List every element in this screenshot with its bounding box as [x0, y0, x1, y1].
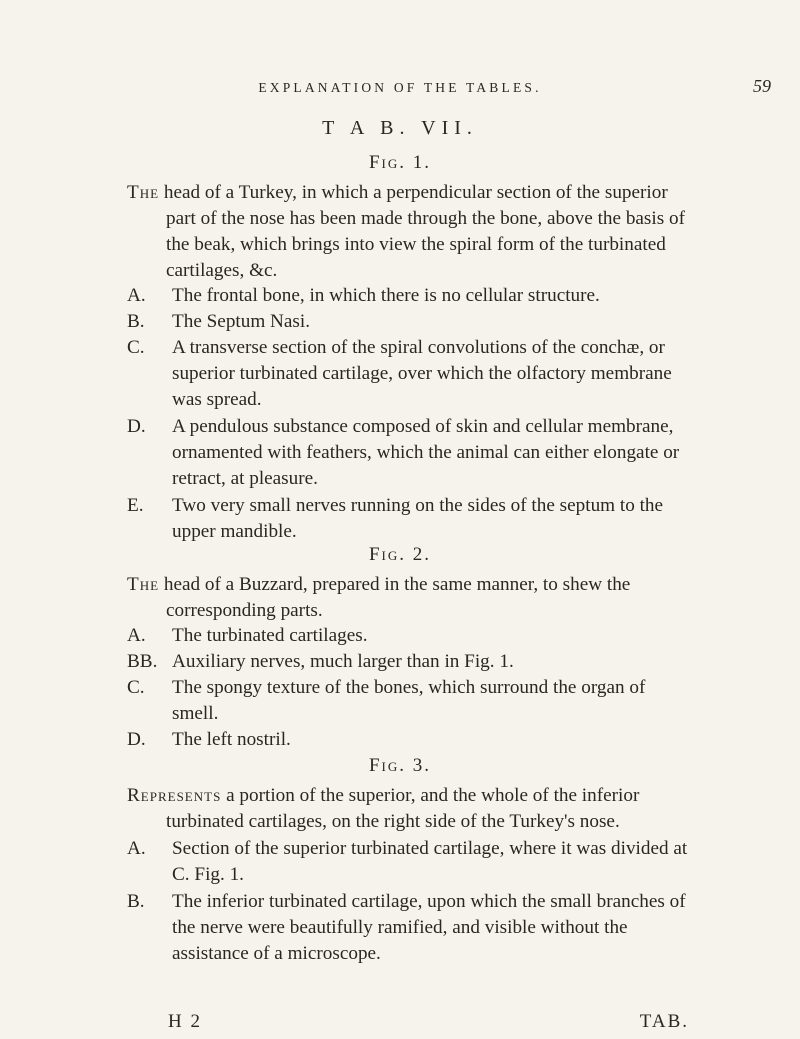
- fig1-intro-lead: The: [127, 182, 160, 203]
- item-text: Auxiliary nerves, much larger than in Fig. 1.: [172, 651, 514, 672]
- item-text: Two very small nerves running on the sides of the septum to the upper mandible.: [172, 495, 664, 542]
- item-label: BB.: [127, 651, 158, 672]
- item-text: A transverse section of the spiral convolutions of the conchæ, or superior turbinated cartilage, over which the olfactory membrane was spread.: [172, 337, 672, 410]
- item-text: The Septum Nasi.: [172, 311, 311, 332]
- fig3-item-a: [127, 836, 694, 888]
- signature-mark: H 2: [168, 1011, 202, 1032]
- fig1-intro-text: head of a Turkey, in which a perpendicular section of the superior part of the nose has been made through the bone, above the basis of the beak, which brings into view the spiral form of the turbinated cartilages, &c.: [163, 182, 685, 281]
- item-text: The inferior turbinated cartilage, upon which the small branches of the nerve were beautifully ramified, and visible without the assistance of a microscope.: [172, 891, 686, 964]
- plate-title: T A B. VII.: [322, 117, 478, 139]
- item-label: A.: [127, 285, 146, 306]
- item-label: A.: [127, 838, 146, 859]
- item-text: The frontal bone, in which there is no cellular structure.: [172, 285, 600, 306]
- item-label: A.: [127, 625, 146, 646]
- item-label: B.: [127, 311, 145, 332]
- catchword: TAB.: [639, 1011, 689, 1032]
- item-label: C.: [127, 677, 145, 698]
- fig1-item-d: [127, 414, 694, 492]
- fig1-item-b: [127, 309, 694, 335]
- fig3-intro: [127, 783, 694, 835]
- fig2-intro: [127, 572, 694, 624]
- fig2-item-c: [127, 675, 694, 727]
- fig2-intro-lead: The: [127, 574, 160, 595]
- item-text: The spongy texture of the bones, which surround the organ of smell.: [172, 677, 646, 724]
- fig2-item-a: [127, 623, 694, 649]
- item-label: D.: [127, 729, 146, 750]
- fig2-item-d: [127, 727, 694, 753]
- item-text: Section of the superior turbinated cartilage, where it was divided at C. Fig. 1.: [172, 838, 688, 885]
- item-text: The turbinated cartilages.: [172, 625, 368, 646]
- fig1-item-a: [127, 283, 694, 309]
- fig3-intro-text: a portion of the superior, and the whole of the inferior turbinated cartilages, on the right side of the Turkey's nose.: [166, 785, 640, 832]
- fig1-heading: Fig. 1.: [368, 152, 432, 173]
- page-number: 59: [753, 76, 771, 96]
- fig1-item-c: [127, 335, 694, 413]
- fig3-intro-lead: Represents: [127, 785, 222, 806]
- running-head: EXPLANATION OF THE TABLES.: [258, 80, 542, 95]
- fig1-item-e: [127, 493, 694, 545]
- item-label: D.: [127, 416, 146, 437]
- fig2-item-bb: [127, 649, 694, 675]
- fig1-intro: [127, 180, 694, 284]
- fig2-intro-text: head of a Buzzard, prepared in the same manner, to shew the corresponding parts.: [163, 574, 631, 621]
- item-label: E.: [127, 495, 144, 516]
- fig3-heading: Fig. 3.: [368, 755, 432, 776]
- fig3-item-b: [127, 889, 694, 967]
- item-text: A pendulous substance composed of skin and cellular membrane, ornamented with feathers, which the animal can either elongate or retract, at pleasure.: [172, 416, 680, 489]
- item-label: B.: [127, 891, 145, 912]
- fig2-heading: Fig. 2.: [368, 544, 432, 565]
- item-label: C.: [127, 337, 145, 358]
- item-text: The left nostril.: [172, 729, 291, 750]
